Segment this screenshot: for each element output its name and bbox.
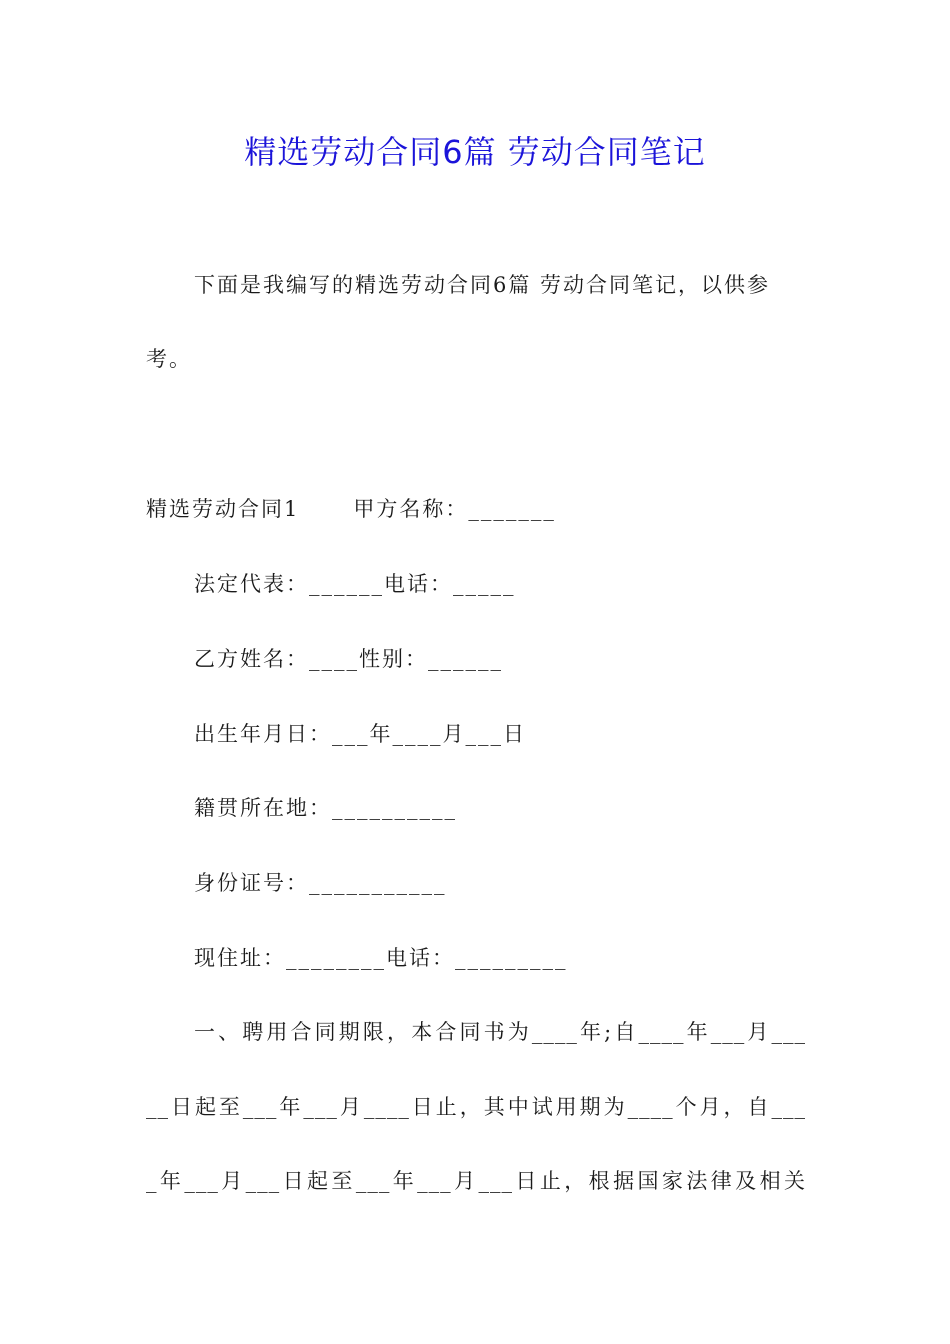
address-field: 现住址：________电话：_________ bbox=[194, 946, 568, 970]
birth-date-field: 出生年月日：___年____月___日 bbox=[194, 722, 526, 746]
party-b-field: 乙方姓名：____性别：______ bbox=[194, 647, 503, 671]
id-number-field: 身份证号：___________ bbox=[194, 871, 447, 895]
intro-line-1: 下面是我编写的精选劳动合同6篇 劳动合同笔记，以供参 bbox=[194, 273, 771, 297]
contract-1-header-line bbox=[146, 494, 556, 524]
intro-line-2: 考。 bbox=[146, 347, 192, 371]
legal-representative-field: 法定代表：______电话：_____ bbox=[194, 572, 516, 596]
term-line-3: _年___月___日起至___年___月___日止，根据国家法律及相关 bbox=[146, 1169, 806, 1193]
native-place-field: 籍贯所在地：__________ bbox=[194, 796, 457, 820]
party-a-field: 甲方名称：_______ bbox=[353, 497, 556, 521]
contract-1-heading: 精选劳动合同1 bbox=[146, 497, 300, 521]
document-title: 精选劳动合同6篇 劳动合同笔记 bbox=[244, 133, 706, 171]
term-line-1: 一、聘用合同期限，本合同书为____年;自____年___月___ bbox=[194, 1020, 806, 1044]
term-line-2: __日起至___年___月____日止，其中试用期为____个月，自___ bbox=[146, 1095, 806, 1119]
